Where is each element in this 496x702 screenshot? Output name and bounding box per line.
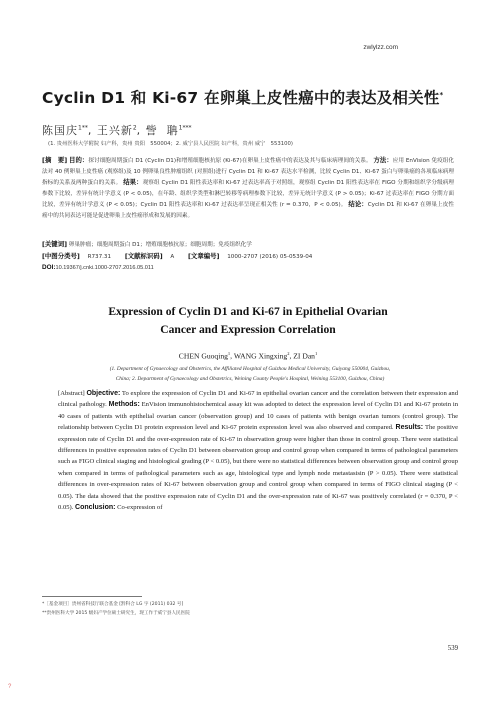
doi-line (42, 263, 454, 274)
english-authors: CHEN Guoqing$^1$, WANG Xingxing$^2$, ZI Dan$^1$ (178, 351, 318, 361)
aim-text: 探讨细胞周期蛋白 D1 (Cyclin D1)和增殖细胞核抗原 (Ki-67)在卵巢上皮性癌中的表达及其与临床病理间的关系。 (88, 158, 372, 164)
doc-code-label: [文献标识码] (124, 252, 163, 260)
chinese-title-text: Cyclin D1 和 Ki-67 在卵巢上皮性癌中的表达及相关性 (42, 89, 440, 107)
english-affiliation (40, 364, 460, 384)
author-mark: 1*** (178, 124, 192, 132)
classification-line (42, 251, 454, 263)
english-title-line2: Cancer and Expression Correlation (160, 323, 336, 336)
results-label: Results: (395, 424, 424, 432)
english-title (40, 303, 456, 339)
results-text: 观察组 Cyclin D1 阳性表达率和 Ki-67 过表达率高于对照组，观察组 Cyclin D1 阳性表达率在 FIGO 分期和组织学分级病理参数下比较，差异有统计学意义 (P < 0.05)，在年龄、组织学类型和淋巴转移等病理参数下比较，差异无统计学意义 (P > 0.05)；Ki-67 过表达率在 FIGO 分期方面比较，差异有统计学意义 (P < 0.05)；Cyclin D1 阳性表达率和 Ki-67 过表达率呈现正相关性 (r = 0.370，P < 0.05)。 (42, 180, 454, 209)
keywords-label: [关键词] (42, 240, 68, 248)
conclusion-label: Conclusion: (75, 504, 116, 512)
english-abstract (58, 388, 458, 513)
author-name: ZI Dan (293, 351, 315, 361)
keywords-text: 卵巢肿瘤；细胞周期蛋白 D1；增殖细胞核抗原；细胞周期；免疫组织化学 (68, 242, 252, 248)
chinese-authors: 陈国庆$^{1**}$, 王兴新$^2$, 訾 聃$^{1***}$ (42, 124, 192, 137)
author-mark: 2 (132, 124, 137, 132)
footnote-divider (42, 596, 142, 597)
class-label: [中图分类号] (42, 252, 80, 260)
author-mark: 2 (287, 351, 290, 356)
author-name: 陈国庆 (42, 124, 78, 137)
author-mark: 1 (227, 351, 231, 356)
class-value: R737.31 (87, 254, 112, 260)
doi-label: DOI: (42, 264, 56, 271)
chinese-keywords (42, 239, 454, 251)
footnote-funding: *［基金项目］贵州省科技厅联合基金 [黔科合 LG 字 (2011) 032 号] (42, 602, 184, 607)
doi-value[interactable]: 10.19367/j.cnki.1000-2707.2016.05.011 (55, 265, 154, 271)
conclusion-text: Co-expression of (117, 504, 163, 512)
article-no-value: 1000-2707 (2016) 05-0539-04 (227, 254, 313, 260)
page-number: 539 (447, 645, 458, 652)
methods-label: Methods: (108, 401, 140, 409)
author-name: 訾 (145, 124, 158, 137)
author-name: 王兴新 (96, 124, 133, 137)
english-title-line1: Expression of Cyclin D1 and Ki-67 in Epithelial Ovarian (108, 305, 388, 318)
english-affiliation-line2: China; 2. Department of Gynaecology and Obstetrics, Weining County People's Hospital, Weining 553100, Guizhou, China) (115, 376, 385, 382)
abstract-label: [Abstract] (58, 390, 85, 397)
conclusion-label: 结论： (348, 200, 368, 209)
objective-text: To explore the expression of Cyclin D1 and Ki-67 in epithelial ovarian cancer and the correlation between their expression and clinical pathology. (58, 390, 458, 409)
results-label: 结果： (123, 178, 143, 187)
chinese-affiliation: (1. 贵州医科大学附院 妇产科，贵州 贵阳 550004；2. 威宁县人民医院 妇产科，贵州 威宁 553100) (48, 141, 293, 147)
chinese-abstract (42, 155, 454, 222)
chinese-title (42, 86, 462, 108)
conclusion-text: Cyclin D1 和 Ki-67 在卵巢上皮性癌中的共同表达可能是促进卵巢上皮性癌形成和发展的因素。 (42, 202, 454, 219)
results-text: The positive expression rate of Cyclin D1 and the over-expression rate of Ki-67 in observation group were higher than those in control group. There were statistical differences in positive expression rates of Cyclin D1 between observation group and control group when compared in terms of pathological parameters such as FIGO clinical staging and histological grading (P < 0.05), but there were no statistical differences between observation group and control group when compared in terms of pathological parameters such as age, histological type and lymph node metastasisin (P > 0.05). There were statistical differences in over-expression rates of Ki-67 between observation group and control group when compared in terms of FIGO clinical staging (P < 0.05). The data showed that the positive expression rate of Cyclin D1 and the over-expression rate of Ki-67 was positively correlated (r = 0.370, P < 0.05). (58, 424, 459, 512)
author-mark: 1 (314, 351, 318, 356)
article-no-label: [文章编号] (188, 252, 220, 260)
footnote-author-note: **贵州医科大学 2015 级妇产学位硕士研究生，现工作于威宁县人民医院 (42, 611, 190, 616)
corner-mark: ? (8, 684, 12, 690)
objective-label: Objective: (86, 390, 121, 397)
methods-text: EnVision immunohistochemical assay kit was adopted to detect the expression level of Cyclin D1 and Ki-67 protein in 40 cases of patients with epithelial ovarian cancer (observation group) and 10 cases of patients with benign ovarian tumors (control group). The relationship between Cyclin D1 protein expression level and Ki-67 protein expression level was also observed and compared. (58, 401, 458, 432)
author-mark: 1** (78, 124, 88, 132)
author-name: 聃 (166, 124, 179, 137)
site-watermark: zwlylzz.com (363, 44, 398, 51)
title-footnote-mark: * (439, 90, 444, 99)
abstract-label: [摘 要] (42, 156, 68, 164)
methods-text: 应用 EnVision 免疫组化法对 40 例卵巢上皮性癌 (观察组)及 10 例卵巢良性肿瘤组织 (对照组)进行 Cyclin D1 和 Ki-67 表达水平检测，比较 Cyclin D1、Ki-67 蛋白与卵巢癌的各项临床病理指标的关系及两种蛋白的关系。 (42, 158, 454, 187)
aim-label: 目的： (69, 156, 89, 164)
author-name: CHEN Guoqing (178, 351, 228, 361)
doc-code-value: A (170, 254, 175, 260)
english-affiliation-line1: (1. Department of Gynaecology and Obstetrics, the Affiliated Hospital of Guizhou Medical University, Guiyang 550004, Guizhou, (109, 366, 391, 372)
methods-label: 方法： (373, 156, 393, 164)
author-name: WANG Xingxing (233, 351, 288, 361)
